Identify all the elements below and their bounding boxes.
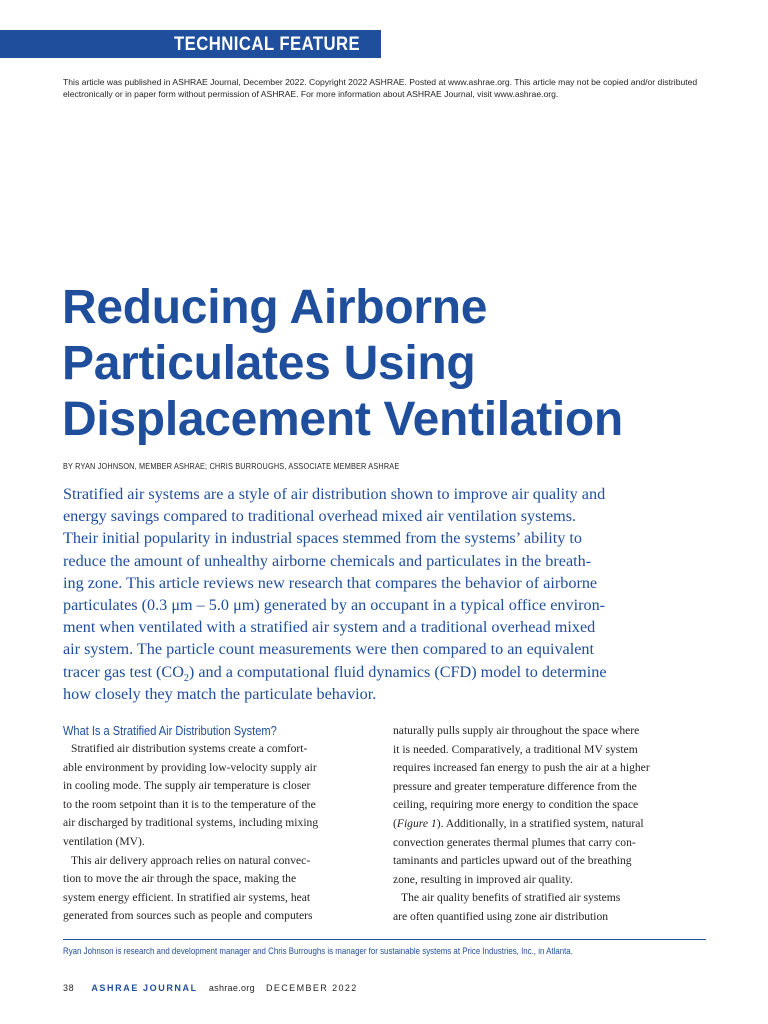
byline: BY RYAN JOHNSON, MEMBER ASHRAE; CHRIS BURROUGHS, ASSOCIATE MEMBER ASHRAE (63, 461, 400, 471)
abstract-line: air system. The particle count measurements were then compared to an equivalent (63, 640, 594, 659)
body-line: generated from sources such as people and computers (63, 909, 313, 923)
co2-after: ) and a computational fluid dynamics (CFD) model to determine (188, 662, 607, 681)
abstract-co2-line (63, 661, 713, 683)
abstract-line: Stratified air systems are a style of air distribution shown to improve air quality and (63, 485, 606, 503)
abstract-line: how closely they match the particulate behavior. (63, 684, 377, 703)
body-line: naturally pulls supply air throughout the space where (393, 724, 640, 737)
abstract-line: ing zone. This article reviews new research that compares the behavior of airborne (63, 573, 598, 592)
body-line: are often quantified using zone air distribution (393, 909, 609, 923)
body-line: ventilation (MV). (63, 834, 145, 848)
body-line: ceiling, requiring more energy to condition the space (393, 798, 639, 812)
title-line-3: Displacement Ventilation (62, 393, 623, 446)
body-line: to the room setpoint than it is to the temperature of the (63, 797, 316, 811)
abstract-line: reduce the amount of unhealthy airborne chemicals and particulates in the breath- (63, 551, 592, 570)
page-footer (63, 983, 358, 993)
figure-reference: Figure 1 (396, 816, 437, 830)
co2-before: tracer gas test (CO (63, 662, 184, 681)
body-line: pressure and greater temperature difference from the (393, 779, 637, 793)
body-line: zone, resulting in improved air quality. (393, 872, 573, 886)
footnote-divider (63, 939, 706, 940)
author-note: Ryan Johnson is research and development manager and Chris Burroughs is manager for sustainable systems at Price Industries, Inc., in Atlanta. (63, 946, 573, 956)
body-line: system energy efficient. In stratified air systems, heat (63, 890, 311, 904)
magazine-name: ASHRAE JOURNAL (91, 983, 198, 993)
body-line: it is needed. Comparatively, a traditional MV system (393, 742, 638, 756)
co2-subscript: 2 (183, 672, 189, 684)
body-line: taminants and particles upward out of the breathing (393, 854, 632, 868)
issue-date: DECEMBER 2022 (265, 983, 358, 993)
body-line: tion to move the air through the space, making the (63, 872, 297, 886)
body-line: The air quality benefits of stratified air systems (401, 891, 621, 905)
abstract-line: Their initial popularity in industrial spaces stemmed from the systems’ ability to (63, 529, 582, 548)
body-line: (Figure 1). Additionally, in a stratified system, natural (393, 816, 644, 830)
abstract-line: ment when ventilated with a stratified air system and a traditional overhead mixed (63, 618, 596, 637)
section-heading: What Is a Stratified Air Distribution System? (63, 723, 277, 738)
article-title (62, 280, 742, 448)
copyright-notice: This article was published in ASHRAE Journal, December 2022. Copyright 2022 ASHRAE. Posted at www.ashrae.org. This article may not be copied and/or distributed electronically or in paper form without permission of ASHRAE. For more information about ASHRAE Journal, visit www.ashrae.org. (63, 77, 698, 99)
body-line: convection generates thermal plumes that carry con- (393, 835, 636, 849)
body-line: in cooling mode. The supply air temperature is closer (63, 779, 311, 793)
abstract-line: particulates (0.3 μm – 5.0 μm) generated by an occupant in a typical office environ- (63, 596, 606, 615)
abstract-line: energy savings compared to traditional overhead mixed air ventilation systems. (63, 507, 577, 526)
right-column (393, 722, 705, 927)
title-line-1: Reducing Airborne (62, 281, 488, 334)
body-line: requires increased fan energy to push the air at a higher (393, 761, 650, 775)
abstract (63, 483, 713, 705)
left-column (63, 722, 375, 926)
body-line: able environment by providing low-velocity supply air (63, 760, 317, 774)
body-text-left (63, 740, 375, 926)
body-line: air discharged by traditional systems, including mixing (63, 816, 319, 830)
title-line-2: Particulates Using (62, 337, 476, 390)
page-number: 38 (63, 983, 75, 993)
body-line: Stratified air distribution systems create a comfort- (71, 742, 308, 755)
section-label: TECHNICAL FEATURE (174, 34, 361, 55)
body-line: This air delivery approach relies on natural convec- (71, 853, 311, 867)
body-text-right (393, 722, 705, 927)
website: ashrae.org (208, 983, 255, 993)
section-banner (0, 30, 381, 58)
